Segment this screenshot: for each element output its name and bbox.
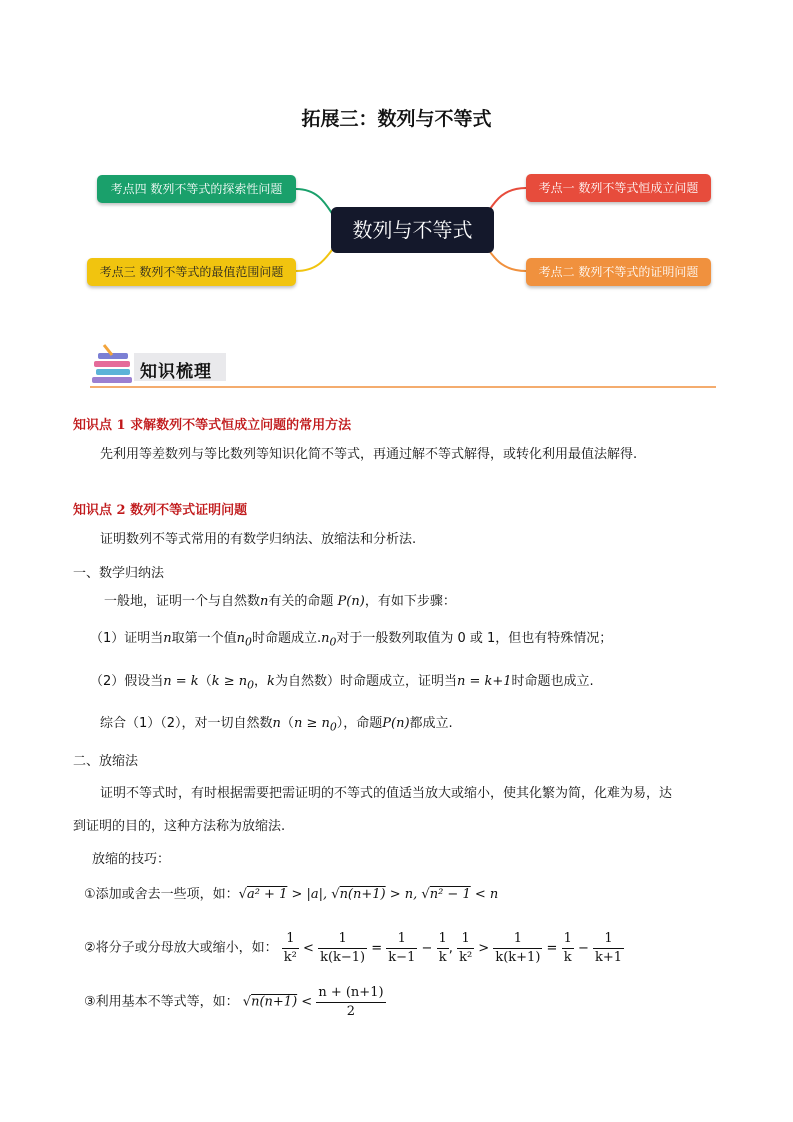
conclusion: 综合（1）（2），对一切自然数$n(n \ge n_0)$，命题P(n)都成立. bbox=[100, 716, 453, 734]
kp1-text: 先利用等差数列与等比数列等知识化简不等式，再通过解不等式解得，或转化利用最值法解得. bbox=[100, 447, 638, 462]
step2: （2）假设当$n = k(k \ge n_0$，k为自然数）时命题成立，证明当n = k+1时命题也成立. bbox=[90, 674, 594, 692]
mindmap-node-kaodian2: 考点二 数列不等式的证明问题 bbox=[526, 258, 711, 286]
mindmap-connectors bbox=[0, 0, 793, 300]
kp2-intro: 证明数列不等式常用的有数学归纳法、放缩法和分析法. bbox=[100, 532, 417, 547]
kp2-heading: 知识点 2 数列不等式证明问题 bbox=[73, 503, 248, 518]
tip3: ③利用基本不等式等，如： √n(n+1) < $\frac{n + (n+1)}{2}$ bbox=[84, 985, 384, 1019]
mindmap-node-kaodian3: 考点三 数列不等式的最值范围问题 bbox=[87, 258, 296, 286]
tip1: ①添加或舍去一些项，如：√a² + 1 > |a|, √n(n+1) > n, √n² − 1 < n bbox=[84, 887, 499, 902]
step1: （1）证明当n取第一个值$n_0$时命题成立$.n_0$对于一般数列取值为 0 或 1，但也有特殊情况； bbox=[90, 631, 613, 649]
kp1-heading: 知识点 1 求解数列不等式恒成立问题的常用方法 bbox=[73, 418, 352, 433]
mindmap-node-kaodian1: 考点一 数列不等式恒成立问题 bbox=[526, 174, 711, 202]
section2-tips: 放缩的技巧： bbox=[92, 852, 171, 867]
section-banner bbox=[90, 343, 716, 389]
section2-para1: 证明不等式时，有时根据需要把需证明的不等式的值适当放大或缩小，使其化繁为简，化难为易，达 bbox=[100, 786, 673, 801]
section2-para2: 到证明的目的，这种方法称为放缩法. bbox=[73, 819, 286, 834]
tip2: ②将分子或分母放大或缩小，如： $\frac{1}{\text{k²}}$ < $\frac{1}{k(k-1)}$ = $\frac{1}{k-1}$ − $\frac{1}{k}$ , $\frac{1}{\text{k²}}$ > $\frac{1}{k(k+1)}$ = $\frac{1}{k}$ − $\frac{1}{k+1}$ bbox=[84, 931, 623, 965]
section1-title: 一、数学归纳法 bbox=[73, 566, 165, 581]
mindmap-node-kaodian4: 考点四 数列不等式的探索性问题 bbox=[97, 175, 296, 203]
section2-title: 二、放缩法 bbox=[73, 754, 139, 769]
mindmap-center: 数列与不等式 bbox=[331, 207, 494, 253]
banner-label: 知识梳理 bbox=[140, 362, 212, 382]
section1-line1: 一般地，证明一个与自然数n有关的命题 P(n)，有如下步骤： bbox=[104, 594, 456, 609]
page-title: 拓展三：数列与不等式 bbox=[301, 108, 492, 130]
